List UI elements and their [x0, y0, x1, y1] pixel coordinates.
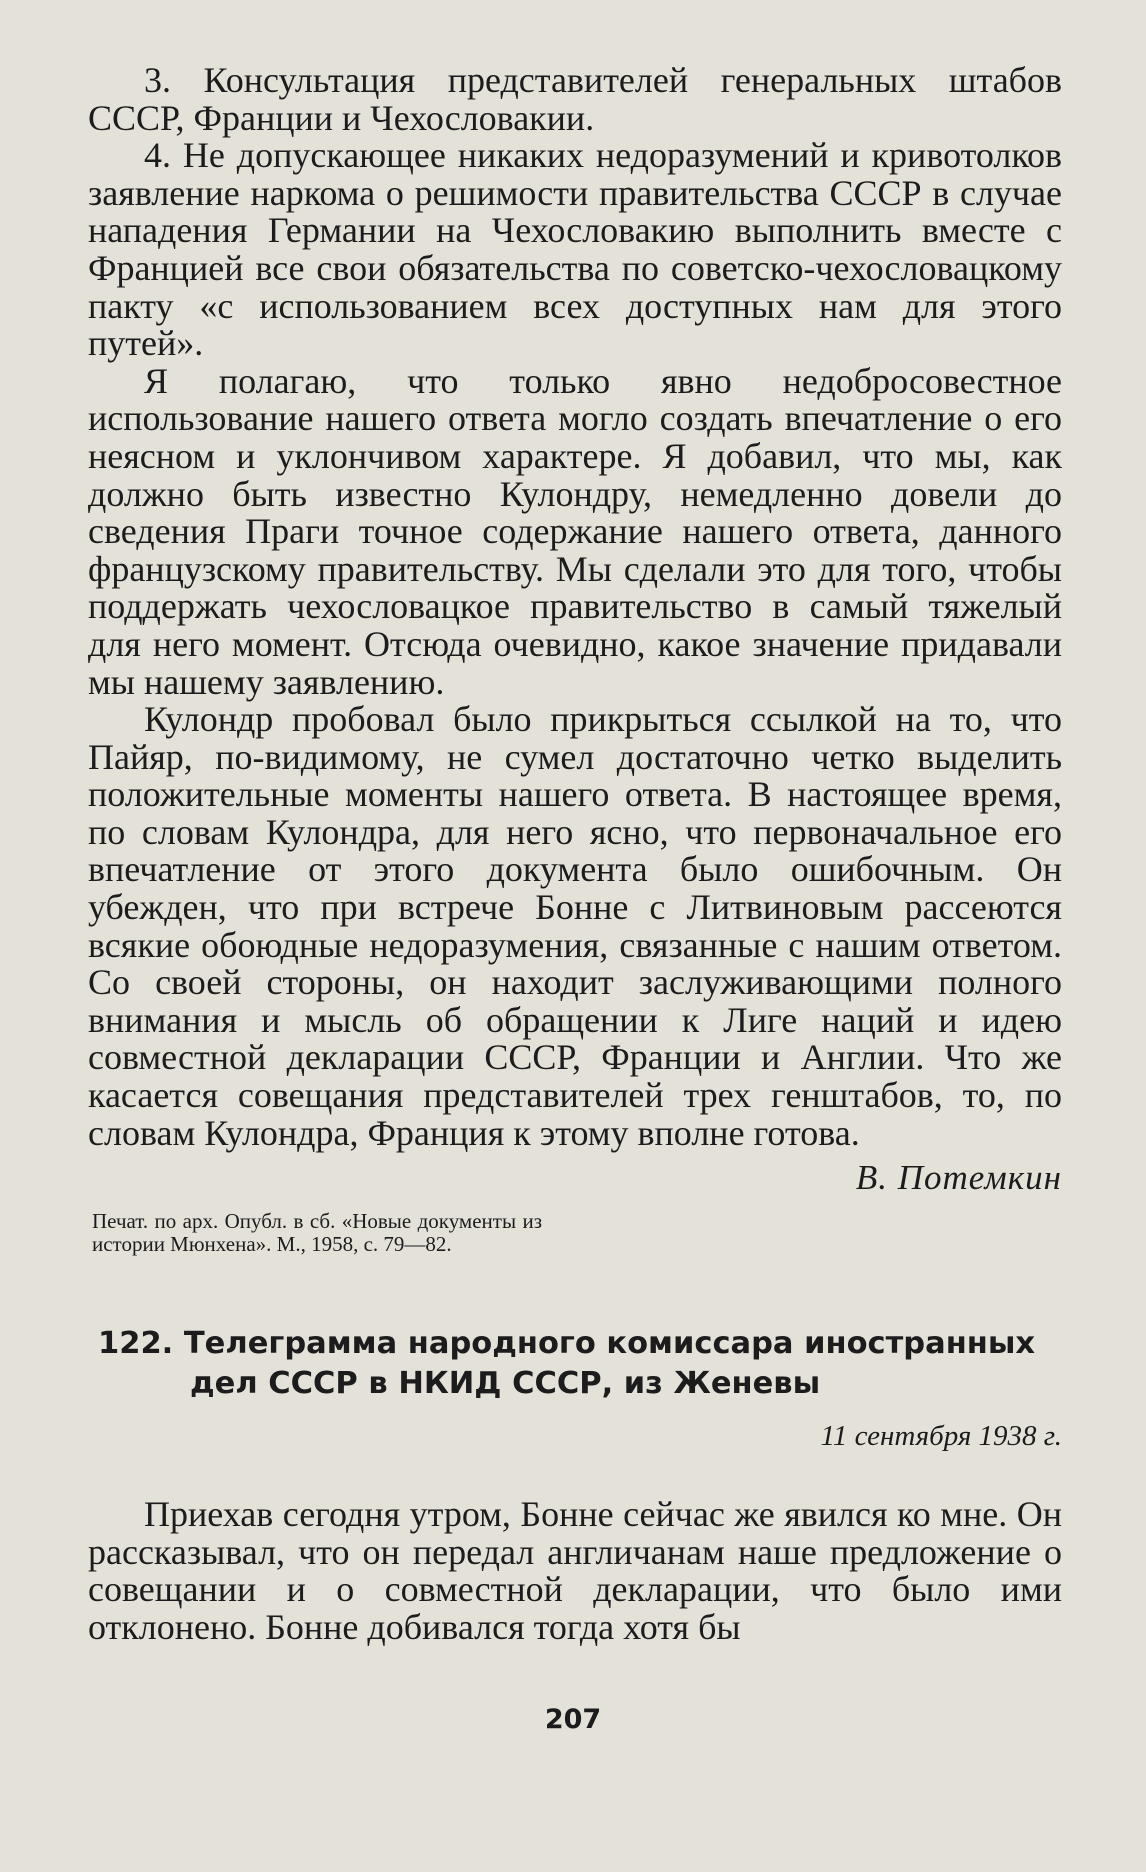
document-heading: 122. Телеграмма народного комиссара иностранных дел СССР в НКИД СССР, из Женевы [98, 1326, 1036, 1402]
paragraph-coulondre: Кулондр пробовал было прикрыться ссылкой на то, что Пайяр, по-видимому, не сумел достаточно четко выделить положительные моменты нашего ответа. В настоящее время, по словам Кулондра, для него ясно, что первоначальное его впечатление от этого документа было ошибочным. Он убежден, что при встрече Бонне с Литвиновым рассеются всякие обоюдные недоразумения, связанные с нашим ответом. Со своей стороны, он находит заслуживающими полного внимания и мысль об обращении к Лиге наций и идею совместной декларации СССР, Франции и Англии. Что же касается совещания представителей трех генштабов, то, по словам Кулондра, Франция к этому вполне готова. [88, 699, 1062, 1153]
paragraph-telegram-body: Приехав сегодня утром, Бонне сейчас же явился ко мне. Он рассказывал, что он передал англичанам наше предложение о совещании и о совместной декларации, что было ими отклонено. Бонне добивался тогда хотя бы [88, 1494, 1062, 1647]
document-date: 11 сентября 1938 г. [820, 1420, 1062, 1453]
signature: В. Потемкин [855, 1158, 1062, 1198]
page-number: 207 [544, 1704, 602, 1735]
paragraph-item-4: 4. Не допускающее никаких недоразумений и кривотолков заявление наркома о решимости правительства СССР в случае нападения Германии на Чехословакию выполнить вместе с Францией все свои обязательства по советско-чехословацкому пакту «с использованием всех доступных нам для этого путей». [88, 135, 1062, 364]
source-note: Печат. по арх. Опубл. в сб. «Новые документы из истории Мюнхена». М., 1958, с. 79—82. [92, 1209, 542, 1257]
paragraph-item-3: 3. Консультация представителей генеральных штабов СССР, Франции и Чехословакии. [88, 60, 1062, 138]
paragraph-assessment: Я полагаю, что только явно недобросовестное использование нашего ответа могло создать впечатление о его неясном и уклончивом характере. Я добавил, что мы, как должно быть известно Кулондру, немедленно довели до сведения Праги точное содержание нашего ответа, данного французскому правительству. Мы сделали это для того, чтобы поддержать чехословацкое правительство в самый тяжелый для него момент. Отсюда очевидно, какое значение придавали мы нашему заявлению. [88, 360, 1062, 702]
